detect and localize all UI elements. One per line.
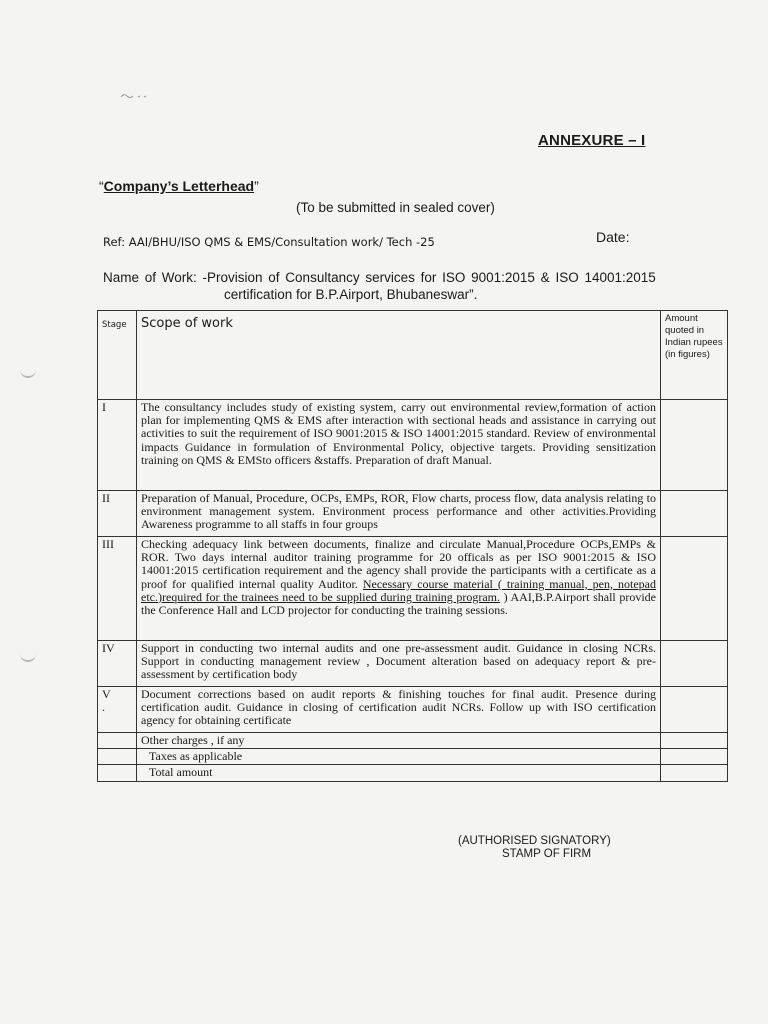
header-stage: Stage [98,311,137,400]
stage-cell: II [98,491,137,537]
table-row [98,537,728,641]
other-charges-cell: Other charges , if any [137,733,661,749]
stage-cell: IV [98,641,137,687]
stage-cell: I [98,400,137,491]
reference-line: Ref: AAI/BHU/ISO QMS & EMS/Consultation work/ Tech -25 [103,235,435,249]
amount-cell [661,400,728,491]
table-row [98,687,728,733]
table-row [98,749,728,765]
stage-cell [98,765,137,781]
table-row [98,491,728,537]
sealed-cover-note: (To be submitted in sealed cover) [296,200,495,215]
total-amount-cell: Total amount [137,765,661,781]
scope-cell: Preparation of Manual, Procedure, OCPs, EMPs, ROR, Flow charts, process flow, data analysis relating to environment management system. Environment process performance and other activities.Providing Awareness programme to all staffs in four groups [137,491,661,537]
punch-hole-icon [20,652,36,662]
header-scope: Scope of work [137,311,661,400]
taxes-cell: Taxes as applicable [137,749,661,765]
name-of-work-line2: certification for B.P.Airport, Bhubaneswar”. [224,287,478,302]
scope-cell: The consultancy includes study of existing system, carry out environmental review,formation of action plan for implementing QMS & EMS after interaction with sectional heads and assistance in carrying out activities to suit the requirement of ISO 9001:2015 & ISO 14001:2015 standard. Review of environmental impacts Guidance in formulation of Environmental Policy, objective targets. Providing sensitization training on QMS & EMSto officers &staffs. Preparation of draft Manual. [137,400,661,491]
name-of-work-line1: Name of Work: -Provision of Consultancy services for ISO 9001:2015 & ISO 14001:2015 [103,270,656,285]
header-amount: Amount quoted in Indian rupees (in figures) [661,311,728,400]
amount-cell [661,491,728,537]
date-label: Date: [596,229,630,245]
punch-hole-icon [20,368,36,378]
amount-cell [661,733,728,749]
table-header-row [98,311,728,400]
stamp-of-firm-label: STAMP OF FIRM [502,848,592,860]
table-row [98,765,728,781]
annexure-title: ANNEXURE – I [538,132,646,149]
letterhead-label: “Company’s Letterhead” [99,178,259,194]
scope-cell: Support in conducting two internal audits and one pre-assessment audit. Guidance in closing NCRs. Support in conducting management review , Document alteration based on adequacy report & pre-assessment by certification body [137,641,661,687]
stage-cell: V . [98,687,137,733]
table-row [98,733,728,749]
amount-cell [661,749,728,765]
authorised-signatory-label: (AUTHORISED SIGNATORY) [458,835,611,847]
table-row [98,400,728,491]
table-row [98,641,728,687]
scope-cell: Document corrections based on audit reports & finishing touches for final audit. Presence during certification audit. Guidance in closing of certification audit NCRs. Follow up with ISO certification agency for obtaining certificate [137,687,661,733]
amount-cell [661,687,728,733]
stage-cell [98,733,137,749]
stage-cell [98,749,137,765]
amount-cell [661,641,728,687]
stage-cell: III [98,537,137,641]
scope-of-work-table [97,310,728,782]
amount-cell [661,765,728,781]
amount-cell [661,537,728,641]
scope-cell: Checking adequacy link between documents, finalize and circulate Manual,Procedure OCPs,EMPs & ROR. Two days internal auditor training programme for 20 officals as per ISO 9001:2015 & ISO 14001:2015 certification requirement and the agency shall provide the participants with a certificate as a proof for qualified internal quality Auditor. Necessary course material ( training manual, pen, notepad etc.)required for the trainees need to be supplied during training program. ) AAI,B.P.Airport shall provide the Conference Hall and LCD projector for conducting the training sessions. [137,537,661,641]
pen-mark-icon [120,92,150,100]
